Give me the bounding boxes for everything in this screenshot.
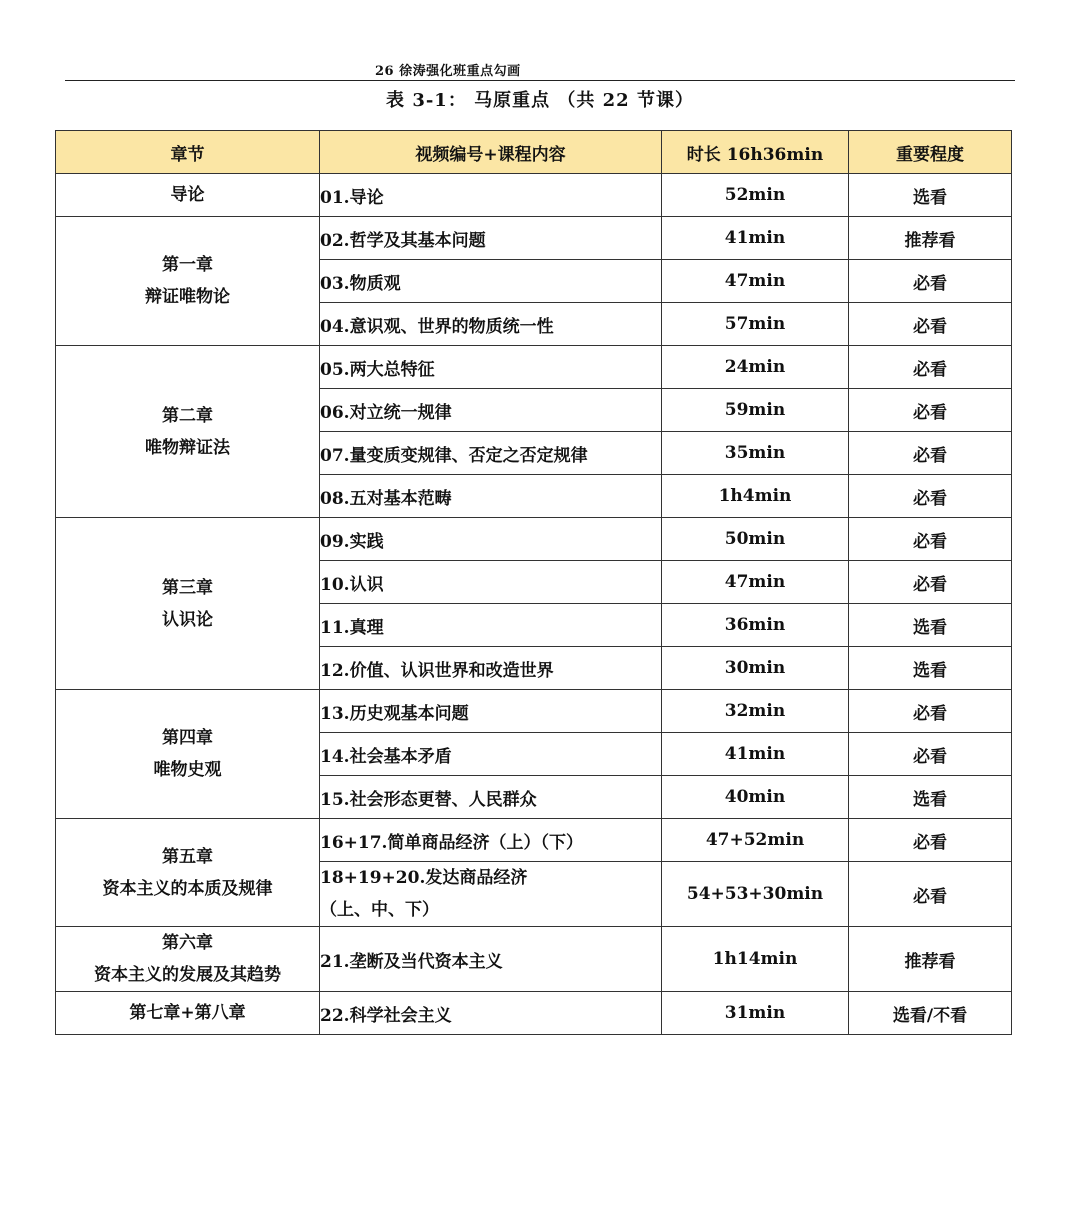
- duration-cell: 52min: [662, 174, 849, 217]
- chapter-label: 第四章: [162, 728, 213, 748]
- chapter-label: 第三章: [162, 577, 213, 598]
- lesson-content-cell: [320, 604, 662, 647]
- lesson-title: 07.量变质变规律、否定之否定规律: [320, 445, 588, 466]
- chapter-label: 资本主义的本质及规律: [102, 878, 273, 899]
- table-row: [56, 819, 1012, 862]
- chapter-label: 认识论: [162, 609, 213, 630]
- importance-cell: 必看: [849, 432, 1012, 475]
- chapter-label: 唯物史观: [153, 760, 222, 780]
- table-row: [56, 518, 1012, 561]
- lesson-title: 10.认识: [320, 574, 384, 595]
- duration-cell: 47min: [662, 260, 849, 303]
- lesson-content-cell: [320, 174, 662, 217]
- chapter-cell: [56, 819, 320, 927]
- table-row: [56, 174, 1012, 217]
- importance-cell: 必看: [849, 260, 1012, 303]
- duration-cell: 47+52min: [662, 819, 849, 862]
- importance-cell: 选看: [849, 776, 1012, 819]
- duration-cell: 47min: [662, 561, 849, 604]
- duration-cell: 24min: [662, 346, 849, 389]
- lesson-content-cell: [320, 475, 662, 518]
- lesson-content-cell: [320, 518, 662, 561]
- importance-cell: 必看: [849, 346, 1012, 389]
- lesson-title: 12.价值、认识世界和改造世界: [320, 660, 554, 681]
- column-header-chapter: 章节: [56, 131, 320, 174]
- lesson-content-cell: [320, 303, 662, 346]
- chapter-label: 第六章: [162, 933, 213, 953]
- chapter-cell: [56, 346, 320, 518]
- lesson-title: 15.社会形态更替、人民群众: [320, 789, 537, 810]
- chapter-label: 资本主义的发展及其趋势: [94, 965, 281, 985]
- header-divider: [65, 80, 1015, 81]
- importance-cell: 必看: [849, 389, 1012, 432]
- chapter-cell: [56, 927, 320, 992]
- table-caption: 表 3-1： 马原重点 （共 22 节课）: [386, 90, 694, 111]
- duration-cell: 32min: [662, 690, 849, 733]
- lesson-content-cell: [320, 776, 662, 819]
- importance-cell: 选看: [849, 647, 1012, 690]
- importance-cell: 选看: [849, 174, 1012, 217]
- lesson-title: （上、中、下）: [320, 900, 439, 920]
- chapter-cell: [56, 690, 320, 819]
- lesson-content-cell: [320, 432, 662, 475]
- lesson-content-cell: [320, 260, 662, 303]
- duration-cell: 30min: [662, 647, 849, 690]
- lesson-title: 18+19+20.发达商品经济: [320, 868, 528, 888]
- lesson-title: 13.历史观基本问题: [320, 703, 469, 724]
- lesson-content-cell: [320, 862, 662, 927]
- importance-cell: 推荐看: [849, 217, 1012, 260]
- lesson-content-cell: [320, 346, 662, 389]
- importance-cell: 必看: [849, 690, 1012, 733]
- importance-cell: 选看/不看: [849, 992, 1012, 1035]
- lesson-title: 03.物质观: [320, 273, 401, 294]
- chapter-cell: [56, 518, 320, 690]
- importance-cell: 必看: [849, 475, 1012, 518]
- document-header: 26 徐涛强化班重点勾画: [375, 64, 521, 79]
- column-header-importance: 重要程度: [849, 131, 1012, 174]
- chapter-label: 唯物辩证法: [145, 437, 230, 458]
- lesson-content-cell: [320, 819, 662, 862]
- importance-cell: 必看: [849, 819, 1012, 862]
- table-body: [56, 174, 1012, 1035]
- lesson-title: 06.对立统一规律: [320, 402, 452, 423]
- table-row: [56, 217, 1012, 260]
- duration-cell: 50min: [662, 518, 849, 561]
- importance-cell: 必看: [849, 303, 1012, 346]
- lesson-title: 05.两大总特征: [320, 359, 435, 380]
- importance-cell: 推荐看: [849, 927, 1012, 992]
- lesson-title: 21.垄断及当代资本主义: [320, 951, 503, 972]
- lesson-content-cell: [320, 690, 662, 733]
- chapter-label: 第一章: [162, 255, 213, 275]
- table-row: [56, 346, 1012, 389]
- duration-cell: 54+53+30min: [662, 862, 849, 927]
- lesson-title: 04.意识观、世界的物质统一性: [320, 316, 554, 337]
- lesson-content-cell: [320, 217, 662, 260]
- importance-cell: 必看: [849, 561, 1012, 604]
- lesson-title: 08.五对基本范畴: [320, 488, 452, 509]
- lesson-content-cell: [320, 927, 662, 992]
- lesson-content-cell: [320, 733, 662, 776]
- lesson-title: 14.社会基本矛盾: [320, 746, 452, 767]
- table-row: [56, 992, 1012, 1035]
- importance-cell: 必看: [849, 733, 1012, 776]
- importance-cell: 选看: [849, 604, 1012, 647]
- duration-cell: 41min: [662, 733, 849, 776]
- duration-cell: 36min: [662, 604, 849, 647]
- chapter-label: 第七章+第八章: [129, 1003, 246, 1023]
- lesson-title: 22.科学社会主义: [320, 1005, 452, 1026]
- duration-cell: 1h4min: [662, 475, 849, 518]
- column-header-duration: 时长 16h36min: [662, 131, 849, 174]
- lesson-content-cell: [320, 561, 662, 604]
- lesson-title: 09.实践: [320, 531, 384, 552]
- duration-cell: 59min: [662, 389, 849, 432]
- lesson-content-cell: [320, 389, 662, 432]
- duration-cell: 41min: [662, 217, 849, 260]
- lesson-content-cell: [320, 992, 662, 1035]
- chapter-label: 辩证唯物论: [145, 287, 230, 307]
- duration-cell: 35min: [662, 432, 849, 475]
- importance-cell: 必看: [849, 862, 1012, 927]
- table-row: [56, 690, 1012, 733]
- chapter-cell: [56, 992, 320, 1035]
- duration-cell: 40min: [662, 776, 849, 819]
- lesson-title: 02.哲学及其基本问题: [320, 230, 486, 251]
- chapter-label: 导论: [170, 185, 205, 205]
- lesson-title: 11.真理: [320, 617, 384, 638]
- duration-cell: 31min: [662, 992, 849, 1035]
- lesson-title: 01.导论: [320, 187, 384, 208]
- course-table: [55, 130, 1012, 1035]
- chapter-label: 第五章: [162, 846, 213, 867]
- chapter-cell: [56, 217, 320, 346]
- importance-cell: 必看: [849, 518, 1012, 561]
- lesson-title: 16+17.简单商品经济（上）（下）: [320, 832, 583, 853]
- table-header-row: [56, 131, 1012, 174]
- table-row: [56, 927, 1012, 992]
- column-header-content: 视频编号+课程内容: [320, 131, 662, 174]
- duration-cell: 57min: [662, 303, 849, 346]
- lesson-content-cell: [320, 647, 662, 690]
- duration-cell: 1h14min: [662, 927, 849, 992]
- chapter-label: 第二章: [162, 405, 213, 426]
- chapter-cell: [56, 174, 320, 217]
